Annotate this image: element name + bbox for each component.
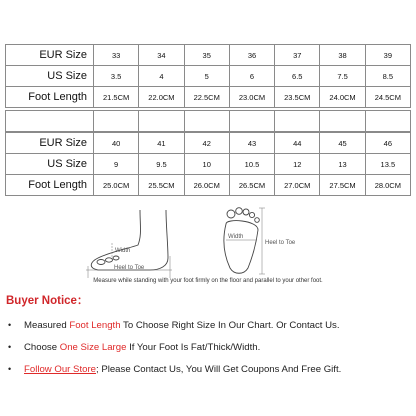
table-cell: 28.0CM	[365, 175, 410, 196]
notice-text: If Your Foot Is Fat/Thick/Width.	[126, 341, 261, 353]
table-cell: 6.5	[275, 66, 320, 87]
table-row-us	[6, 154, 411, 175]
table-cell: 36	[229, 45, 274, 66]
table-cell: 27.5CM	[320, 175, 365, 196]
side-foot-illustration	[91, 210, 168, 270]
top-foot-illustration	[224, 208, 259, 274]
follow-store-link[interactable]: Follow Our Store	[24, 363, 96, 375]
table-cell: 39	[365, 45, 410, 66]
table-cell: 3.5	[94, 66, 139, 87]
table-cell: 26.5CM	[229, 175, 274, 196]
table-cell: 34	[139, 45, 184, 66]
table-row-us	[6, 66, 411, 87]
table-cell: 10	[184, 154, 229, 175]
table-cell: 38	[320, 45, 365, 66]
side-length-label: Heel to Toe	[114, 265, 145, 271]
table-row-foot-length	[6, 87, 411, 108]
size-table-2	[5, 132, 411, 196]
table-cell: 37	[275, 45, 320, 66]
table-cell: 46	[365, 133, 410, 154]
table-cell: 42	[184, 133, 229, 154]
table-row-eur	[6, 133, 411, 154]
table-cell: 13	[320, 154, 365, 175]
list-item	[8, 314, 412, 336]
table-cell: 9	[94, 154, 139, 175]
notice-highlight: Foot Length	[69, 319, 121, 331]
top-width-label: Width	[228, 234, 244, 240]
table-cell: 43	[229, 133, 274, 154]
empty-cell	[275, 111, 320, 132]
table-cell: 5	[184, 66, 229, 87]
table-cell: 27.0CM	[275, 175, 320, 196]
table-cell: 41	[139, 133, 184, 154]
table-cell: 25.0CM	[94, 175, 139, 196]
row-header: Foot Length	[6, 175, 94, 196]
top-length-label: Heel to Toe	[265, 240, 296, 246]
table-cell: 12	[275, 154, 320, 175]
table-cell: 9.5	[139, 154, 184, 175]
buyer-notice-title: Buyer Notice：	[6, 295, 89, 307]
table-cell: 24.5CM	[365, 87, 410, 108]
table-cell: 35	[184, 45, 229, 66]
table-cell: 25.5CM	[139, 175, 184, 196]
table-cell: 40	[94, 133, 139, 154]
table-cell: 22.0CM	[139, 87, 184, 108]
table-cell: 8.5	[365, 66, 410, 87]
table-cell: 10.5	[229, 154, 274, 175]
measure-caption: Measure while standing with your foot firmly on the floor and parallel to your other foot.	[93, 278, 323, 284]
table-cell: 21.5CM	[94, 87, 139, 108]
empty-cell	[184, 111, 229, 132]
table-row-foot-length	[6, 175, 411, 196]
notice-text: To Choose Right Size In Our Chart. Or Contact Us.	[120, 319, 340, 331]
table-cell: 4	[139, 66, 184, 87]
table-cell: 44	[275, 133, 320, 154]
notice-highlight: One Size Large	[59, 341, 127, 353]
table-cell: 23.5CM	[275, 87, 320, 108]
notice-text: Measured	[24, 319, 70, 331]
row-header: EUR Size	[6, 45, 94, 66]
table-cell: 45	[320, 133, 365, 154]
table-cell: 33	[94, 45, 139, 66]
empty-cell	[6, 111, 94, 132]
empty-cell	[365, 111, 410, 132]
row-header: US Size	[6, 66, 94, 87]
bullet-icon: •	[8, 364, 12, 374]
row-header: Foot Length	[6, 87, 94, 108]
list-item	[8, 336, 412, 358]
row-header: US Size	[6, 154, 94, 175]
empty-cell	[139, 111, 184, 132]
table-cell: 26.0CM	[184, 175, 229, 196]
bullet-icon: •	[8, 320, 12, 330]
empty-cell	[320, 111, 365, 132]
table-cell: 23.0CM	[229, 87, 274, 108]
table-row-eur	[6, 45, 411, 66]
row-header: EUR Size	[6, 133, 94, 154]
bullet-icon: •	[8, 342, 12, 352]
notice-text: ; Please Contact Us, You Will Get Coupons And Free Gift.	[95, 363, 342, 375]
foot-measure-diagram	[0, 200, 416, 290]
buyer-notice-list	[8, 314, 412, 380]
empty-cell	[94, 111, 139, 132]
list-item	[8, 358, 412, 380]
table-cell: 24.0CM	[320, 87, 365, 108]
table-cell: 7.5	[320, 66, 365, 87]
empty-cell	[229, 111, 274, 132]
table-separator	[5, 110, 411, 132]
notice-text: Choose	[24, 341, 60, 353]
size-table-1	[5, 44, 411, 108]
table-cell: 6	[229, 66, 274, 87]
side-width-label: Width	[115, 248, 131, 254]
table-cell: 13.5	[365, 154, 410, 175]
table-cell: 22.5CM	[184, 87, 229, 108]
